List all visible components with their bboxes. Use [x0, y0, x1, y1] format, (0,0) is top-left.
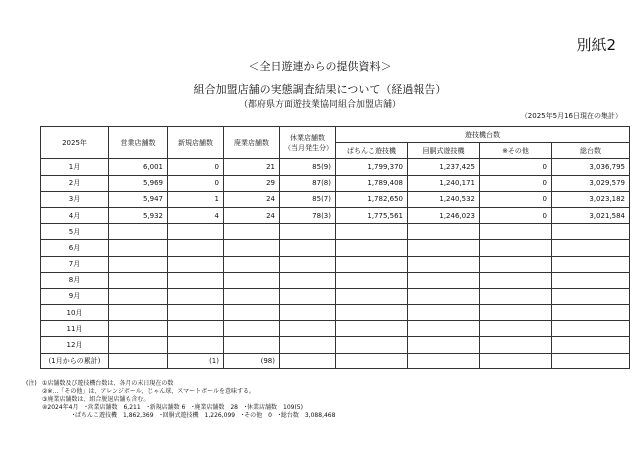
- cell: [552, 353, 630, 368]
- cell-other: [480, 321, 552, 337]
- cell-total: [552, 337, 630, 353]
- cell-total: 3,021,584: [552, 207, 630, 223]
- cell-total: 3,023,182: [552, 191, 630, 207]
- cell-other: 0: [480, 175, 552, 191]
- header-suspended: [280, 127, 336, 159]
- table-row: [41, 272, 630, 288]
- cell-other: 0: [480, 191, 552, 207]
- table-row: [41, 321, 630, 337]
- cell-closed: [224, 256, 280, 272]
- cell-closed: 24: [224, 207, 280, 223]
- note-5: ･ぱちんこ遊技機 1,862,369 ･回胴式遊技機 1,226,099 ･その他 0 ･総台数 3,088,468: [72, 412, 336, 419]
- cell-pachinko: [336, 256, 408, 272]
- header-pachinko: ぱちんこ遊技機: [336, 143, 408, 159]
- cell-pachinko: [336, 305, 408, 321]
- cell-suspended: 85(7): [280, 191, 336, 207]
- table-row: [41, 191, 630, 207]
- cumulative-row: [41, 353, 630, 368]
- cell-closed: [224, 272, 280, 288]
- cell-month: 2月: [41, 175, 109, 191]
- cell-month: 11月: [41, 321, 109, 337]
- header-machines: 遊技機台数: [336, 127, 630, 143]
- cell-suspended: [280, 337, 336, 353]
- as-of-date: （2025年5月16日現在の集計）: [520, 112, 622, 120]
- cell-total: 3,036,795: [552, 159, 630, 175]
- cell-month: 8月: [41, 272, 109, 288]
- cell-total: [552, 224, 630, 240]
- cell-slot: [408, 224, 480, 240]
- note-4: ④2024年4月 ･営業店舗数 6,211 ･新規店舗数 6 ･廃業店舗数 28 ･休業店舗数 109(5): [42, 404, 303, 411]
- document-source-title: ＜全日遊連からの提供資料＞: [248, 60, 392, 73]
- note-3: ③廃業店舗数は、組合脱退店舗も含む。: [42, 396, 150, 403]
- cell-month: 6月: [41, 240, 109, 256]
- table-row: [41, 175, 630, 191]
- header-other: ※その他: [480, 143, 552, 159]
- cell-slot: 1,240,171: [408, 175, 480, 191]
- cell-month: 7月: [41, 256, 109, 272]
- cell-pachinko: [336, 288, 408, 304]
- cell-other: [480, 288, 552, 304]
- cell-closed: [224, 240, 280, 256]
- table-row: [41, 288, 630, 304]
- table-row: [41, 159, 630, 175]
- cell-operating: [109, 321, 168, 337]
- cumulative-new: (1): [168, 353, 224, 368]
- cell-other: 0: [480, 159, 552, 175]
- cell-slot: 1,237,425: [408, 159, 480, 175]
- cell-operating: 5,969: [109, 175, 168, 191]
- cell-slot: 1,246,023: [408, 207, 480, 223]
- cell-total: [552, 288, 630, 304]
- cell-closed: 29: [224, 175, 280, 191]
- cumulative-closed: (98): [224, 353, 280, 368]
- cell-month: 4月: [41, 207, 109, 223]
- document-title: 組合加盟店舗の実態調査結果について（経過報告）: [193, 83, 447, 96]
- header-suspended-label: 休業店舗数: [290, 133, 325, 142]
- cell-operating: [109, 305, 168, 321]
- cell-new: 0: [168, 159, 224, 175]
- cell-month: 9月: [41, 288, 109, 304]
- cell-total: [552, 256, 630, 272]
- cell-pachinko: [336, 272, 408, 288]
- cell-closed: [224, 321, 280, 337]
- cell: [480, 353, 552, 368]
- cell-suspended: [280, 240, 336, 256]
- cell-operating: [109, 288, 168, 304]
- header-year: 2025年: [41, 127, 109, 159]
- cell-operating: [109, 337, 168, 353]
- cell-pachinko: 1,775,561: [336, 207, 408, 223]
- cell-slot: [408, 256, 480, 272]
- cell-month: 5月: [41, 224, 109, 240]
- cell-slot: [408, 305, 480, 321]
- cell-new: [168, 337, 224, 353]
- survey-table: [40, 126, 630, 369]
- header-total: 総台数: [552, 143, 630, 159]
- cell-new: [168, 321, 224, 337]
- note-1: ①店舗数及び遊技機台数は、各月の末日現在の数: [42, 380, 174, 387]
- cell-operating: 5,947: [109, 191, 168, 207]
- header-suspended-sub: （当月発生分）: [284, 143, 333, 152]
- cell-new: [168, 288, 224, 304]
- cell-other: [480, 256, 552, 272]
- cell-new: [168, 224, 224, 240]
- cell-pachinko: 1,799,370: [336, 159, 408, 175]
- cell-new: 1: [168, 191, 224, 207]
- cell-pachinko: [336, 337, 408, 353]
- cell-month: 3月: [41, 191, 109, 207]
- cell-other: [480, 305, 552, 321]
- cell: [336, 353, 408, 368]
- cell-slot: [408, 240, 480, 256]
- table-row: [41, 337, 630, 353]
- header-operating: 営業店舗数: [109, 127, 168, 159]
- cell-slot: [408, 337, 480, 353]
- cell-closed: 24: [224, 191, 280, 207]
- cell-pachinko: 1,782,650: [336, 191, 408, 207]
- cell-operating: [109, 224, 168, 240]
- cell-pachinko: 1,789,408: [336, 175, 408, 191]
- cell-suspended: [280, 272, 336, 288]
- document-organization: （都府県方面遊技業協同組合加盟店舗）: [238, 100, 401, 110]
- cell-other: [480, 240, 552, 256]
- cell-suspended: 78(3): [280, 207, 336, 223]
- cell-month: 12月: [41, 337, 109, 353]
- cell-total: [552, 272, 630, 288]
- header-new: 新規店舗数: [168, 127, 224, 159]
- header-closed: 廃業店舗数: [224, 127, 280, 159]
- notes-prefix: (注): [26, 380, 37, 387]
- table-row: [41, 224, 630, 240]
- cell-pachinko: [336, 321, 408, 337]
- cell-suspended: [280, 305, 336, 321]
- cell-closed: [224, 337, 280, 353]
- cumulative-label: (1月からの累計): [41, 353, 109, 368]
- cell-closed: 21: [224, 159, 280, 175]
- table-row: [41, 305, 630, 321]
- cell-operating: 5,932: [109, 207, 168, 223]
- cell-suspended: [280, 321, 336, 337]
- cell-pachinko: [336, 224, 408, 240]
- cell-other: [480, 272, 552, 288]
- cell-pachinko: [336, 240, 408, 256]
- table-row: [41, 240, 630, 256]
- cell-suspended: 87(8): [280, 175, 336, 191]
- cell-month: 10月: [41, 305, 109, 321]
- cell: [408, 353, 480, 368]
- cell-slot: [408, 288, 480, 304]
- cell-total: [552, 321, 630, 337]
- cell-total: [552, 240, 630, 256]
- cell-new: [168, 240, 224, 256]
- note-2: ②※…「その他」は、アレンジボール、じゃん球、スマートボールを意味する。: [42, 388, 256, 395]
- cell-closed: [224, 224, 280, 240]
- cell-new: 4: [168, 207, 224, 223]
- notes: [26, 380, 335, 420]
- cell-suspended: [280, 256, 336, 272]
- cell-operating: [109, 272, 168, 288]
- cell: [280, 353, 336, 368]
- cell-new: 0: [168, 175, 224, 191]
- cell-closed: [224, 288, 280, 304]
- cell-other: [480, 224, 552, 240]
- cell-total: 3,029,579: [552, 175, 630, 191]
- cell-other: [480, 337, 552, 353]
- cell-closed: [224, 305, 280, 321]
- cell-slot: [408, 272, 480, 288]
- header-slot: 回胴式遊技機: [408, 143, 480, 159]
- cell-slot: [408, 321, 480, 337]
- cell-slot: 1,240,532: [408, 191, 480, 207]
- cell-suspended: 85(9): [280, 159, 336, 175]
- cell-new: [168, 272, 224, 288]
- cell-month: 1月: [41, 159, 109, 175]
- cell-operating: 6,001: [109, 159, 168, 175]
- cell-total: [552, 305, 630, 321]
- cell-other: 0: [480, 207, 552, 223]
- cell-suspended: [280, 224, 336, 240]
- cell-operating: [109, 256, 168, 272]
- cell-suspended: [280, 288, 336, 304]
- table-row: [41, 207, 630, 223]
- table-row: [41, 256, 630, 272]
- attachment-label: 別紙2: [576, 36, 616, 54]
- cell: [109, 353, 168, 368]
- cell-new: [168, 256, 224, 272]
- cell-operating: [109, 240, 168, 256]
- cell-new: [168, 305, 224, 321]
